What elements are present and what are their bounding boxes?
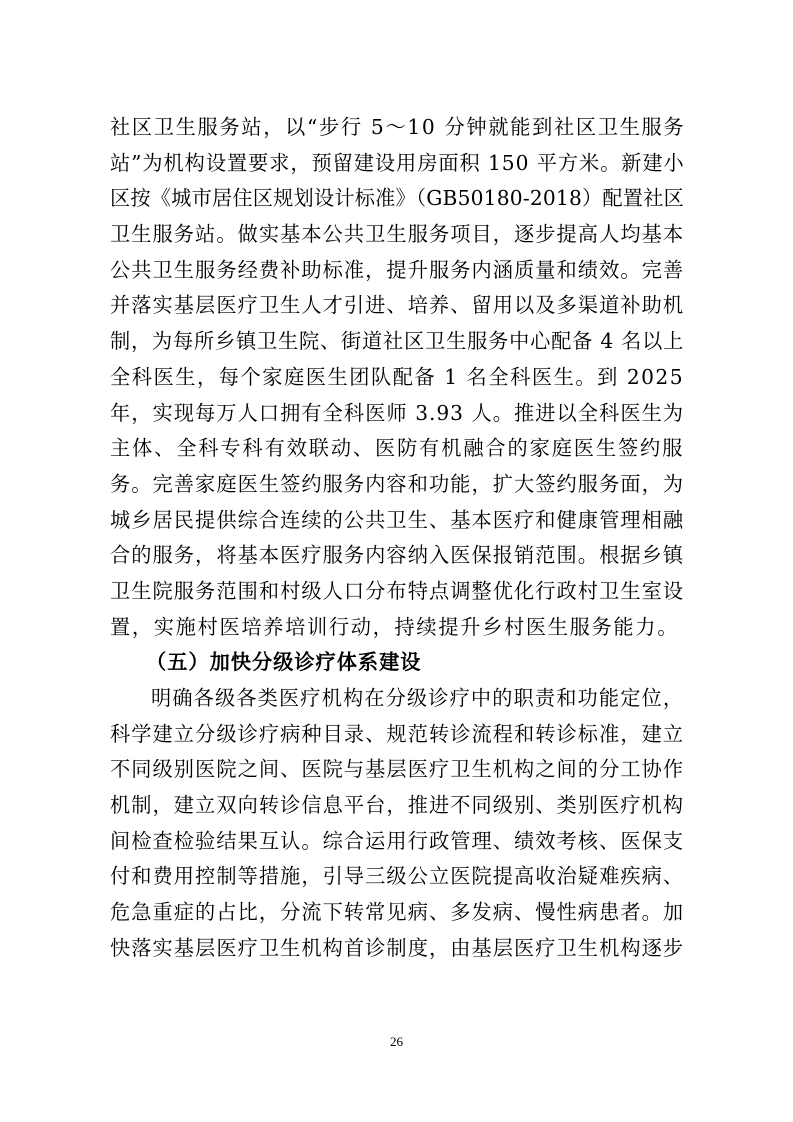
text-line: 年，实现每万人口拥有全科医师 3.93 人。推进以全科医生为: [110, 400, 684, 425]
text-line: 科学建立分级诊疗病种目录、规范转诊流程和转诊标准，建立: [110, 721, 684, 746]
section-heading: （五）加快分级诊疗体系建设: [146, 650, 422, 675]
text-line: 社区卫生服务站，以“步行 5～10 分钟就能到社区卫生服务: [110, 115, 686, 139]
text-line: 不同级别医院之间、医院与基层医疗卫生机构之间的分工协作: [110, 757, 684, 782]
text-line: 公共卫生服务经费补助标准，提升服务内涵质量和绩效。完善: [110, 257, 684, 282]
text-line: 制，为每所乡镇卫生院、街道社区卫生服务中心配备 4 名以上: [110, 329, 684, 354]
text-line: 区按《城市居住区规划设计标准》（GB50180-2018）配置社区: [110, 186, 684, 211]
text-line: 付和费用控制等措施，引导三级公立医院提高收治疑难疾病、: [110, 864, 684, 889]
text-line: 明确各级各类医疗机构在分级诊疗中的职责和功能定位，: [151, 686, 684, 710]
paragraph-2: [110, 681, 684, 967]
text-line: 站”为机构设置要求，预留建设用房面积 150 平方米。新建小: [110, 150, 685, 175]
text-line: 并落实基层医疗卫生人才引进、培养、留用以及多渠道补助机: [110, 293, 684, 318]
text-line: 机制，建立双向转诊信息平台，推进不同级别、类别医疗机构: [110, 793, 684, 818]
text-line: 间检查检验结果互认。综合运用行政管理、绩效考核、医保支: [110, 828, 684, 853]
text-line: 务。完善家庭医生签约服务内容和功能，扩大签约服务面，为: [110, 471, 684, 496]
text-line: 卫生院服务范围和村级人口分布特点调整优化行政村卫生室设: [110, 578, 684, 603]
page-number: 26: [390, 1034, 403, 1049]
text-line: 危急重症的占比，分流下转常见病、多发病、慢性病患者。加: [110, 900, 684, 925]
text-line: 置，实施村医培养培训行动，持续提升乡村医生服务能力。: [110, 614, 680, 639]
text-line: 全科医生，每个家庭医生团队配备 1 名全科医生。到 2025: [110, 364, 684, 389]
body-text: [110, 110, 684, 967]
paragraph-1: [110, 110, 684, 645]
text-line: 卫生服务站。做实基本公共卫生服务项目，逐步提高人均基本: [110, 222, 684, 247]
text-line: 快落实基层医疗卫生机构首诊制度，由基层医疗卫生机构逐步: [110, 935, 684, 960]
text-line: 合的服务，将基本医疗服务内容纳入医保报销范围。根据乡镇: [110, 543, 684, 568]
text-line: 主体、全科专科有效联动、医防有机融合的家庭医生签约服: [110, 436, 684, 461]
text-line: 城乡居民提供综合连续的公共卫生、基本医疗和健康管理相融: [110, 507, 684, 532]
